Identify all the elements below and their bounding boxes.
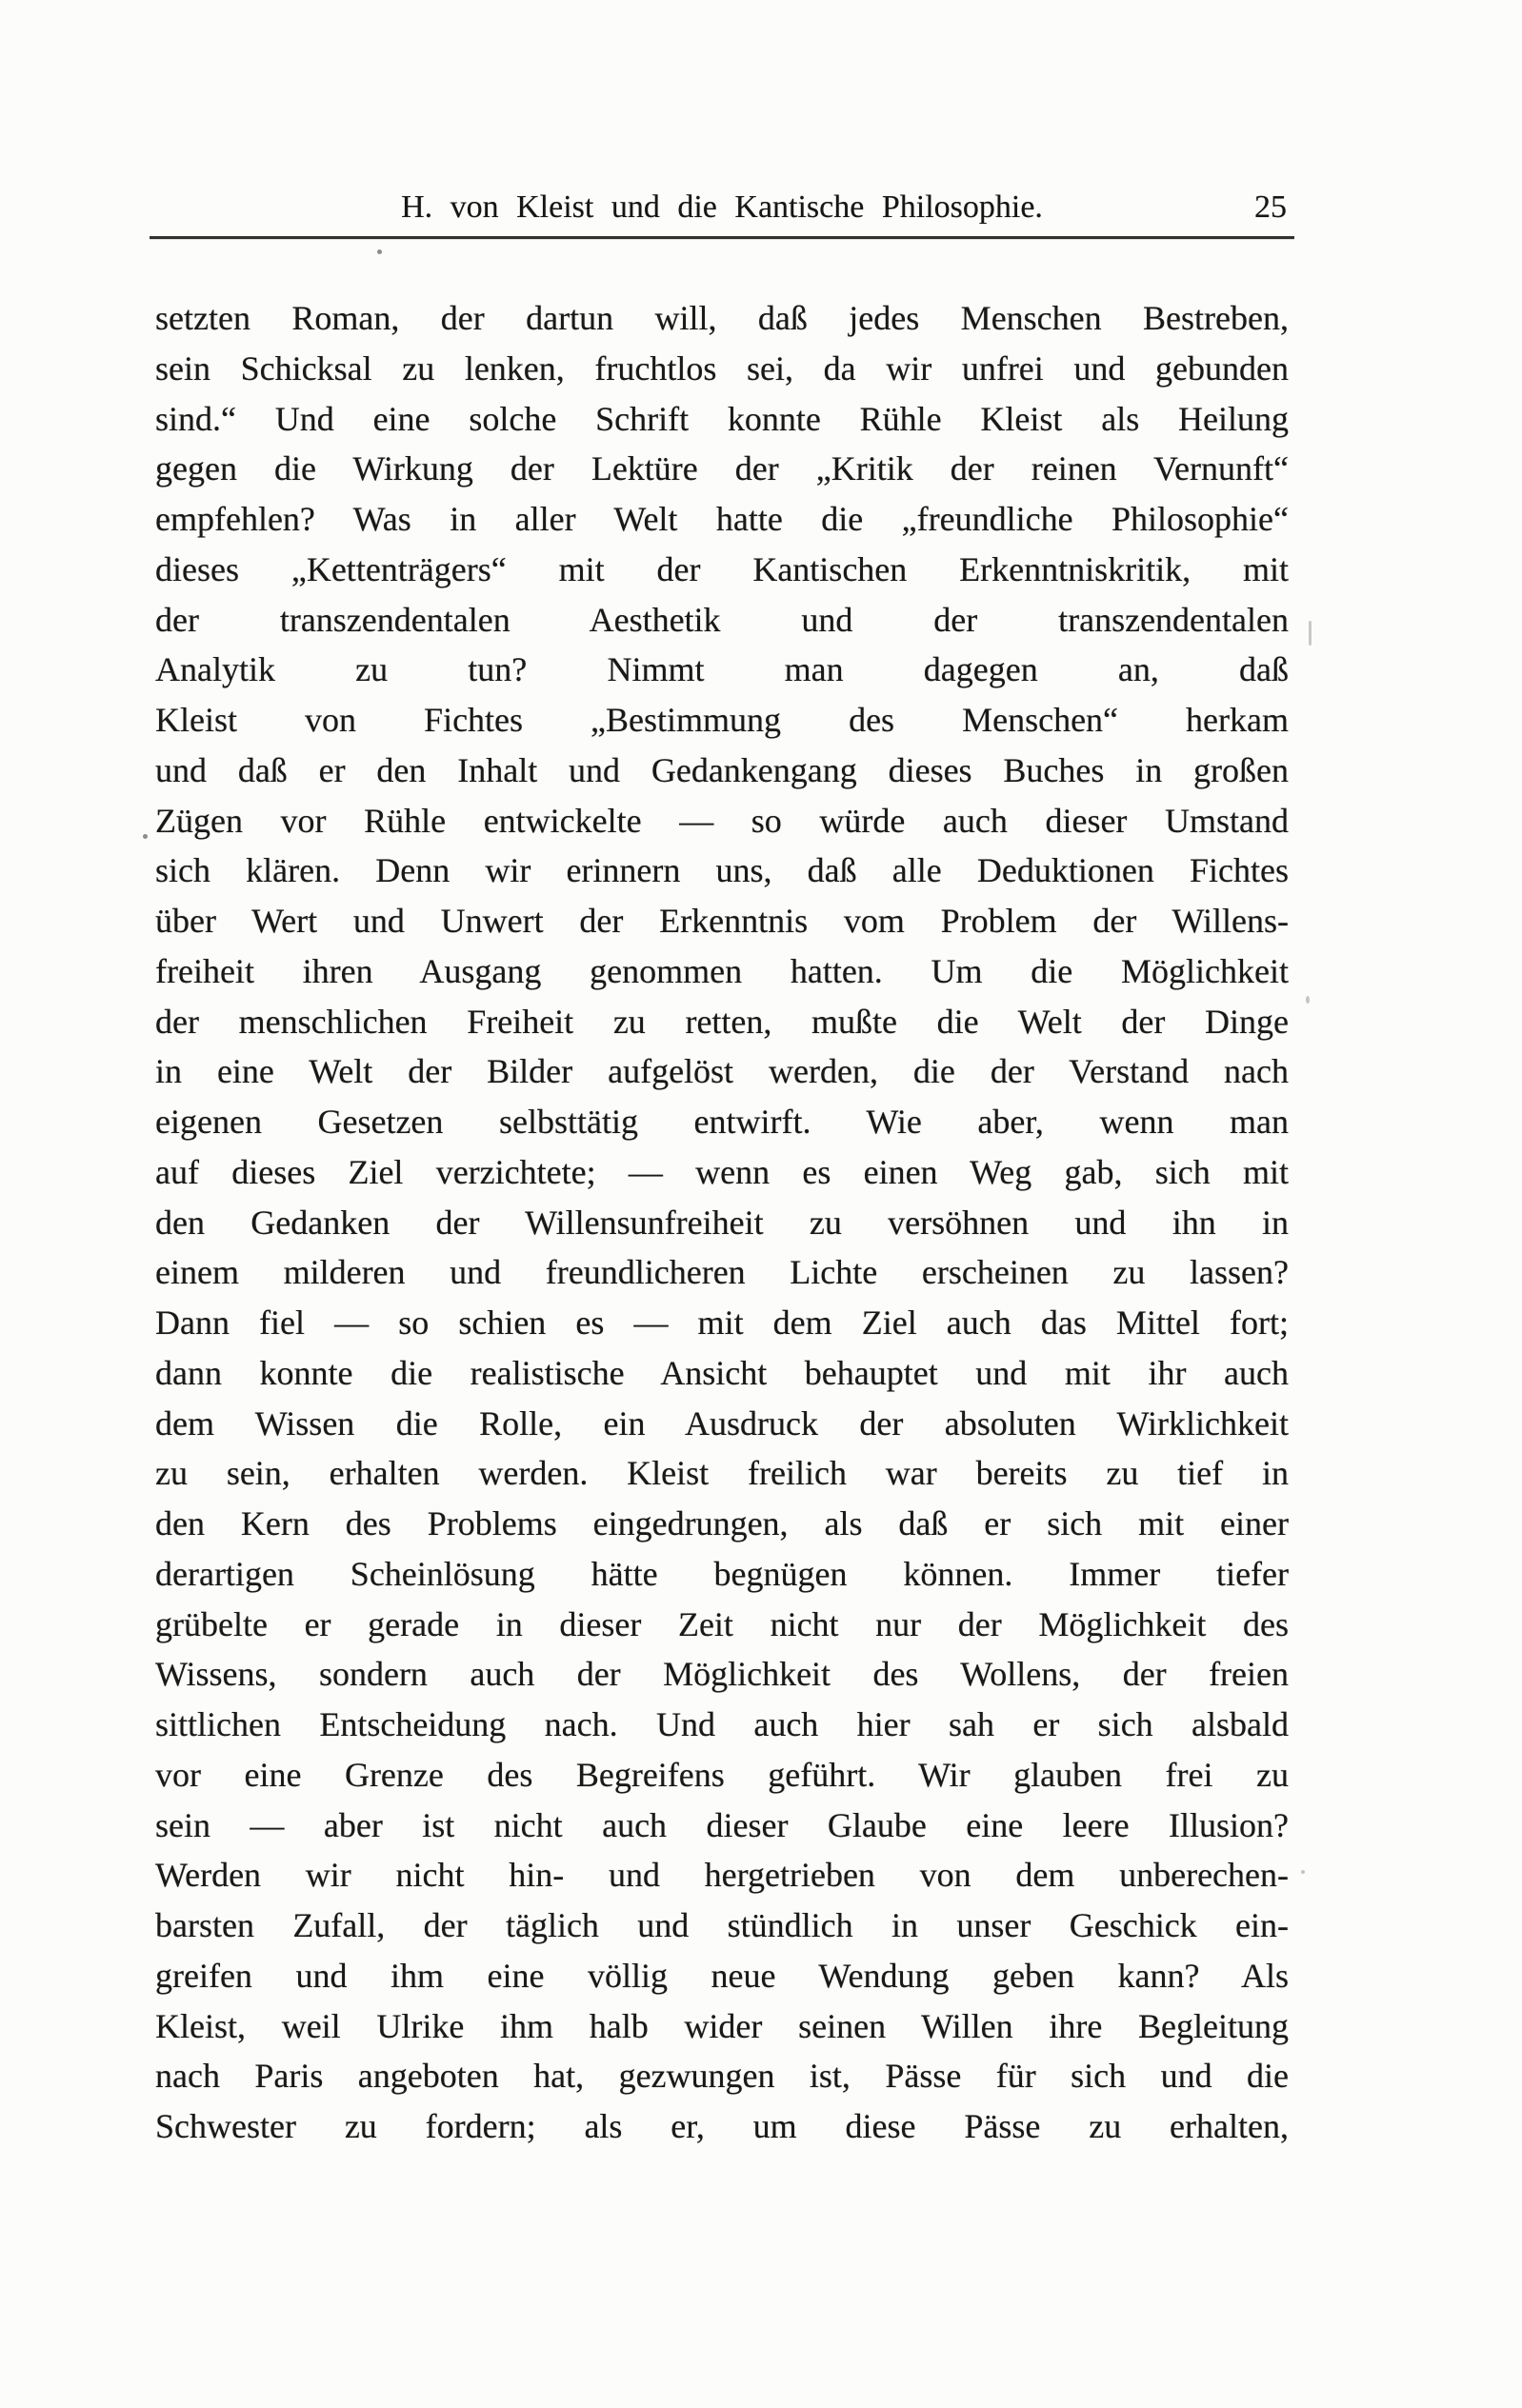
text-line: gegen die Wirkung der Lektüre der „Kritik der reinen Vernunft“ bbox=[155, 449, 1289, 488]
text-line: den Kern des Problems eingedrungen, als daß er sich mit einer bbox=[155, 1504, 1289, 1542]
scan-speck bbox=[377, 249, 382, 254]
text-line: empfehlen? Was in aller Welt hatte die „freundliche Philosophie“ bbox=[155, 500, 1289, 538]
running-header bbox=[155, 187, 1289, 229]
text-line: derartigen Scheinlösung hätte begnügen können. Immer tiefer bbox=[155, 1554, 1289, 1593]
text-line: Kleist von Fichtes „Bestimmung des Menschen“ herkam bbox=[155, 701, 1289, 739]
text-line: dem Wissen die Rolle, ein Ausdruck der absoluten Wirklichkeit bbox=[155, 1403, 1289, 1443]
text-line: Dann fiel — so schien es — mit dem Ziel auch das Mittel fort; bbox=[155, 1304, 1289, 1342]
text-line: Wissens, sondern auch der Möglichkeit des Wollens, der freien bbox=[155, 1655, 1289, 1694]
text-line: Zügen vor Rühle entwickelte — so würde auch dieser Umstand bbox=[155, 801, 1289, 840]
text-line: greifen und ihm eine völlig neue Wendung geben kann? Als bbox=[155, 1956, 1289, 1995]
text-line: einem milderen und freundlicheren Lichte erscheinen zu lassen? bbox=[155, 1253, 1289, 1292]
text-line: Werden wir nicht hin- und hergetrieben von dem unberechen- bbox=[155, 1856, 1289, 1895]
scan-speck bbox=[1309, 621, 1312, 646]
page-number: 25 bbox=[1254, 189, 1287, 225]
text-line: Kleist, weil Ulrike ihm halb wider seinen Willen ihre Begleitung bbox=[155, 2006, 1289, 2045]
text-line: Analytik zu tun? Nimmt man dagegen an, daß bbox=[155, 650, 1289, 689]
text-line: grübelte er gerade in dieser Zeit nicht nur der Möglichkeit des bbox=[155, 1604, 1289, 1643]
text-line: setzten Roman, der dartun will, daß jedes Menschen Bestreben, bbox=[155, 299, 1289, 337]
text-line: sein Schicksal zu lenken, fruchtlos sei, da wir unfrei und gebunden bbox=[155, 348, 1289, 388]
text-line: dieses „Kettenträgers“ mit der Kantischen Erkenntniskritik, mit bbox=[155, 549, 1289, 588]
text-line: der menschlichen Freiheit zu retten, mußte die Welt der Dinge bbox=[155, 1002, 1289, 1041]
scan-speck bbox=[1306, 996, 1310, 1004]
text-line: eigenen Gesetzen selbsttätig entwirft. Wie aber, wenn man bbox=[155, 1103, 1289, 1141]
text-line: und daß er den Inhalt und Gedankengang dieses Buches in großen bbox=[155, 750, 1289, 789]
scan-speck bbox=[143, 834, 148, 839]
text-line: nach Paris angeboten hat, gezwungen ist, Pässe für sich und die bbox=[155, 2057, 1289, 2096]
text-line: in eine Welt der Bilder aufgelöst werden, die der Verstand nach bbox=[155, 1052, 1289, 1091]
text-line: sich klären. Denn wir erinnern uns, daß alle Deduktionen Fichtes bbox=[155, 851, 1289, 890]
text-line: sind.“ Und eine solche Schrift konnte Rühle Kleist als Heilung bbox=[155, 399, 1289, 438]
running-header-title: H. von Kleist und die Kantische Philosophie. bbox=[401, 189, 1043, 225]
text-line: über Wert und Unwert der Erkenntnis vom Problem der Willens- bbox=[155, 902, 1289, 940]
text-line: zu sein, erhalten werden. Kleist freilich war bereits zu tief in bbox=[155, 1454, 1289, 1493]
text-line: auf dieses Ziel verzichtete; — wenn es einen Weg gab, sich mit bbox=[155, 1152, 1289, 1191]
text-line: der transzendentalen Aesthetik und der transzendentalen bbox=[155, 600, 1289, 639]
text-line: barsten Zufall, der täglich und stündlich in unser Geschick ein- bbox=[155, 1906, 1289, 1944]
text-line: Schwester zu fordern; als er, um diese Pässe zu erhalten, bbox=[155, 2107, 1289, 2145]
header-rule bbox=[150, 236, 1294, 239]
text-line: freiheit ihren Ausgang genommen hatten. Um die Möglichkeit bbox=[155, 951, 1289, 990]
text-line: sein — aber ist nicht auch dieser Glaube eine leere Illusion? bbox=[155, 1805, 1289, 1844]
text-line: vor eine Grenze des Begreifens geführt. Wir glauben frei zu bbox=[155, 1755, 1289, 1794]
text-line: dann konnte die realistische Ansicht behauptet und mit ihr auch bbox=[155, 1353, 1289, 1392]
scan-speck bbox=[1301, 1870, 1305, 1874]
text-line: den Gedanken der Willensunfreiheit zu versöhnen und ihn in bbox=[155, 1203, 1289, 1242]
text-line: sittlichen Entscheidung nach. Und auch hier sah er sich alsbald bbox=[155, 1705, 1289, 1743]
body-text bbox=[155, 293, 1289, 2152]
